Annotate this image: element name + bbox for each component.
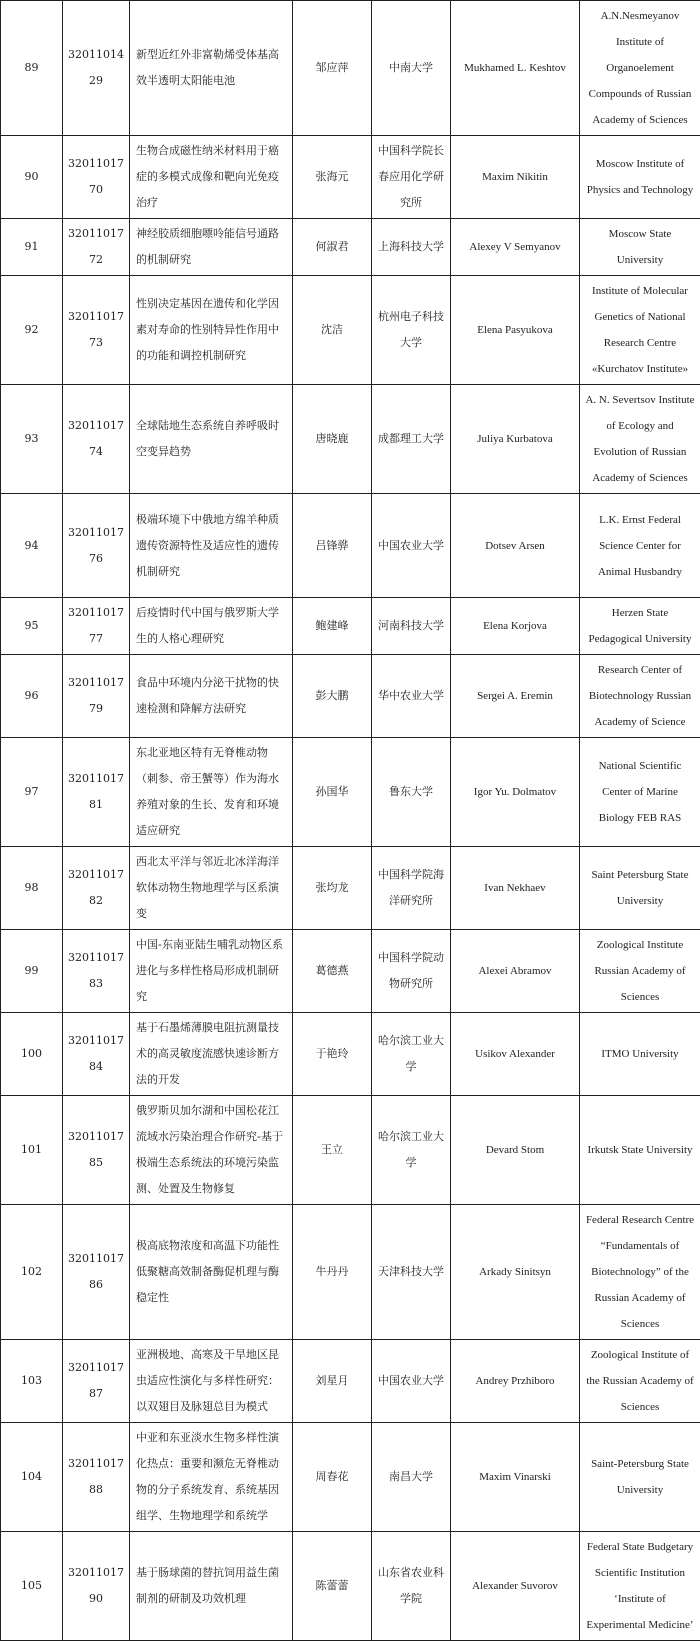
- row-number: 96: [1, 655, 63, 738]
- project-id: 3201101783: [63, 930, 130, 1013]
- partner-organization: Zoological Institute Russian Academy of Sciences: [580, 930, 700, 1013]
- row-number: 101: [1, 1096, 63, 1205]
- partner-name: Elena Korjova: [451, 598, 580, 655]
- table-row: [1, 136, 700, 219]
- partner-name: Juliya Kurbatova: [451, 385, 580, 494]
- project-title: 基于石墨烯薄膜电阻抗测量技术的高灵敏度流感快速诊断方法的开发: [130, 1013, 293, 1096]
- project-id: 3201101781: [63, 738, 130, 847]
- table-body: [1, 1, 700, 1641]
- project-title: 亚洲极地、高寒及干旱地区昆虫适应性演化与多样性研究：以双翅目及脉翅总目为模式: [130, 1340, 293, 1423]
- partner-organization: Moscow Institute of Physics and Technology: [580, 136, 700, 219]
- project-title: 后疫情时代中国与俄罗斯大学生的人格心理研究: [130, 598, 293, 655]
- partner-name: Igor Yu. Dolmatov: [451, 738, 580, 847]
- pi-name: 邹应萍: [293, 1, 372, 136]
- project-id: 3201101773: [63, 276, 130, 385]
- row-number: 92: [1, 276, 63, 385]
- table-row: [1, 1013, 700, 1096]
- pi-organization: 杭州电子科技大学: [372, 276, 451, 385]
- pi-organization: 鲁东大学: [372, 738, 451, 847]
- pi-name: 唐晓鹿: [293, 385, 372, 494]
- project-id: 3201101429: [63, 1, 130, 136]
- pi-organization: 哈尔滨工业大学: [372, 1013, 451, 1096]
- row-number: 99: [1, 930, 63, 1013]
- table-row: [1, 276, 700, 385]
- pi-organization: 上海科技大学: [372, 219, 451, 276]
- partner-organization: Saint-Petersburg State University: [580, 1423, 700, 1532]
- table-row: [1, 598, 700, 655]
- partner-organization: Herzen State Pedagogical University: [580, 598, 700, 655]
- project-title: 神经胶质细胞嘌呤能信号通路的机制研究: [130, 219, 293, 276]
- pi-organization: 中国农业大学: [372, 1340, 451, 1423]
- partner-organization: A. N. Severtsov Institute of Ecology and Evolution of Russian Academy of Sciences: [580, 385, 700, 494]
- project-title: 中亚和东亚淡水生物多样性演化热点：重要和濒危无脊椎动物的分子系统发育、系统基因组学、生物地理学和系统学: [130, 1423, 293, 1532]
- project-title: 生物合成磁性纳米材料用于癌症的多模式成像和靶向光免疫治疗: [130, 136, 293, 219]
- project-title: 俄罗斯贝加尔湖和中国松花江流域水污染治理合作研究-基于极端生态系统法的环境污染监测、处置及生物修复: [130, 1096, 293, 1205]
- row-number: 94: [1, 494, 63, 598]
- pi-organization: 中南大学: [372, 1, 451, 136]
- project-id: 3201101777: [63, 598, 130, 655]
- project-id: 3201101779: [63, 655, 130, 738]
- partner-organization: A.N.Nesmeyanov Institute of Organoelement Compounds of Russian Academy of Sciences: [580, 1, 700, 136]
- pi-organization: 中国科学院海洋研究所: [372, 847, 451, 930]
- row-number: 100: [1, 1013, 63, 1096]
- project-id: 3201101790: [63, 1532, 130, 1641]
- pi-organization: 华中农业大学: [372, 655, 451, 738]
- pi-name: 吕锋骅: [293, 494, 372, 598]
- table-row: [1, 738, 700, 847]
- partner-name: Maxim Vinarski: [451, 1423, 580, 1532]
- project-id: 3201101774: [63, 385, 130, 494]
- pi-name: 沈洁: [293, 276, 372, 385]
- pi-name: 周春花: [293, 1423, 372, 1532]
- project-title: 新型近红外非富勒烯受体基高效半透明太阳能电池: [130, 1, 293, 136]
- project-id: 3201101785: [63, 1096, 130, 1205]
- project-id: 3201101786: [63, 1205, 130, 1340]
- table-row: [1, 385, 700, 494]
- row-number: 91: [1, 219, 63, 276]
- pi-name: 何淑君: [293, 219, 372, 276]
- pi-organization: 中国农业大学: [372, 494, 451, 598]
- project-id: 3201101787: [63, 1340, 130, 1423]
- row-number: 102: [1, 1205, 63, 1340]
- table-row: [1, 1, 700, 136]
- table-row: [1, 655, 700, 738]
- table-row: [1, 1532, 700, 1641]
- partner-name: Alexei Abramov: [451, 930, 580, 1013]
- project-id: 3201101776: [63, 494, 130, 598]
- partner-organization: Institute of Molecular Genetics of National Research Centre «Kurchatov Institute»: [580, 276, 700, 385]
- pi-name: 孙国华: [293, 738, 372, 847]
- project-title: 性别决定基因在遗传和化学因素对寿命的性别特异性作用中的功能和调控机制研究: [130, 276, 293, 385]
- project-title: 基于肠球菌的替抗饲用益生菌制剂的研制及功效机理: [130, 1532, 293, 1641]
- partner-organization: Moscow State University: [580, 219, 700, 276]
- partner-name: Elena Pasyukova: [451, 276, 580, 385]
- partner-name: Usikov Alexander: [451, 1013, 580, 1096]
- row-number: 103: [1, 1340, 63, 1423]
- table-row: [1, 1205, 700, 1340]
- partner-name: Dotsev Arsen: [451, 494, 580, 598]
- partner-organization: Federal Research Centre “Fundamentals of Biotechnology” of the Russian Academy of Sciences: [580, 1205, 700, 1340]
- pi-name: 陈蕾蕾: [293, 1532, 372, 1641]
- partner-name: Sergei A. Eremin: [451, 655, 580, 738]
- partner-organization: Zoological Institute of the Russian Academy of Sciences: [580, 1340, 700, 1423]
- pi-organization: 南昌大学: [372, 1423, 451, 1532]
- pi-name: 刘星月: [293, 1340, 372, 1423]
- row-number: 105: [1, 1532, 63, 1641]
- pi-organization: 哈尔滨工业大学: [372, 1096, 451, 1205]
- partner-name: Alexander Suvorov: [451, 1532, 580, 1641]
- partner-organization: Saint Petersburg State University: [580, 847, 700, 930]
- partner-organization: ITMO University: [580, 1013, 700, 1096]
- row-number: 98: [1, 847, 63, 930]
- project-title: 食品中环境内分泌干扰物的快速检测和降解方法研究: [130, 655, 293, 738]
- pi-name: 鲍建峰: [293, 598, 372, 655]
- pi-organization: 中国科学院长春应用化学研究所: [372, 136, 451, 219]
- pi-name: 牛丹丹: [293, 1205, 372, 1340]
- table-row: [1, 1340, 700, 1423]
- partner-organization: Research Center of Biotechnology Russian Academy of Science: [580, 655, 700, 738]
- partner-organization: Federal State Budgetary Scientific Institution ‘Institute of Experimental Medicine’: [580, 1532, 700, 1641]
- partner-organization: Irkutsk State University: [580, 1096, 700, 1205]
- row-number: 90: [1, 136, 63, 219]
- row-number: 104: [1, 1423, 63, 1532]
- row-number: 95: [1, 598, 63, 655]
- project-id: 3201101788: [63, 1423, 130, 1532]
- project-title: 西北太平洋与邻近北冰洋海洋软体动物生物地理学与区系演变: [130, 847, 293, 930]
- partner-name: Alexey V Semyanov: [451, 219, 580, 276]
- table-row: [1, 847, 700, 930]
- project-id: 3201101770: [63, 136, 130, 219]
- partner-name: Arkady Sinitsyn: [451, 1205, 580, 1340]
- partner-name: Devard Stom: [451, 1096, 580, 1205]
- partner-name: Maxim Nikitin: [451, 136, 580, 219]
- pi-organization: 河南科技大学: [372, 598, 451, 655]
- partner-name: Mukhamed L. Keshtov: [451, 1, 580, 136]
- pi-name: 张均龙: [293, 847, 372, 930]
- pi-name: 于艳玲: [293, 1013, 372, 1096]
- project-title: 极端环境下中俄地方绵羊种质遗传资源特性及适应性的遗传机制研究: [130, 494, 293, 598]
- project-title: 东北亚地区特有无脊椎动物（刺参、帝王蟹等）作为海水养殖对象的生长、发育和环境适应研究: [130, 738, 293, 847]
- pi-name: 彭大鹏: [293, 655, 372, 738]
- pi-organization: 中国科学院动物研究所: [372, 930, 451, 1013]
- row-number: 93: [1, 385, 63, 494]
- row-number: 89: [1, 1, 63, 136]
- partner-organization: L.K. Ernst Federal Science Center for Animal Husbandry: [580, 494, 700, 598]
- project-title: 全球陆地生态系统自养呼吸时空变异趋势: [130, 385, 293, 494]
- project-id: 3201101782: [63, 847, 130, 930]
- project-title: 中国-东南亚陆生哺乳动物区系进化与多样性格局形成机制研究: [130, 930, 293, 1013]
- partner-name: Andrey Przhiboro: [451, 1340, 580, 1423]
- project-id: 3201101784: [63, 1013, 130, 1096]
- partner-name: Ivan Nekhaev: [451, 847, 580, 930]
- table-row: [1, 1096, 700, 1205]
- pi-organization: 山东省农业科学院: [372, 1532, 451, 1641]
- partner-organization: National Scientific Center of Marine Biology FEB RAS: [580, 738, 700, 847]
- table-row: [1, 219, 700, 276]
- pi-name: 张海元: [293, 136, 372, 219]
- pi-name: 葛德燕: [293, 930, 372, 1013]
- row-number: 97: [1, 738, 63, 847]
- table-row: [1, 930, 700, 1013]
- table-row: [1, 1423, 700, 1532]
- table-row: [1, 494, 700, 598]
- pi-organization: 成都理工大学: [372, 385, 451, 494]
- project-title: 极高底物浓度和高温下功能性低聚糖高效制备酶促机理与酶稳定性: [130, 1205, 293, 1340]
- pi-name: 王立: [293, 1096, 372, 1205]
- project-id: 3201101772: [63, 219, 130, 276]
- pi-organization: 天津科技大学: [372, 1205, 451, 1340]
